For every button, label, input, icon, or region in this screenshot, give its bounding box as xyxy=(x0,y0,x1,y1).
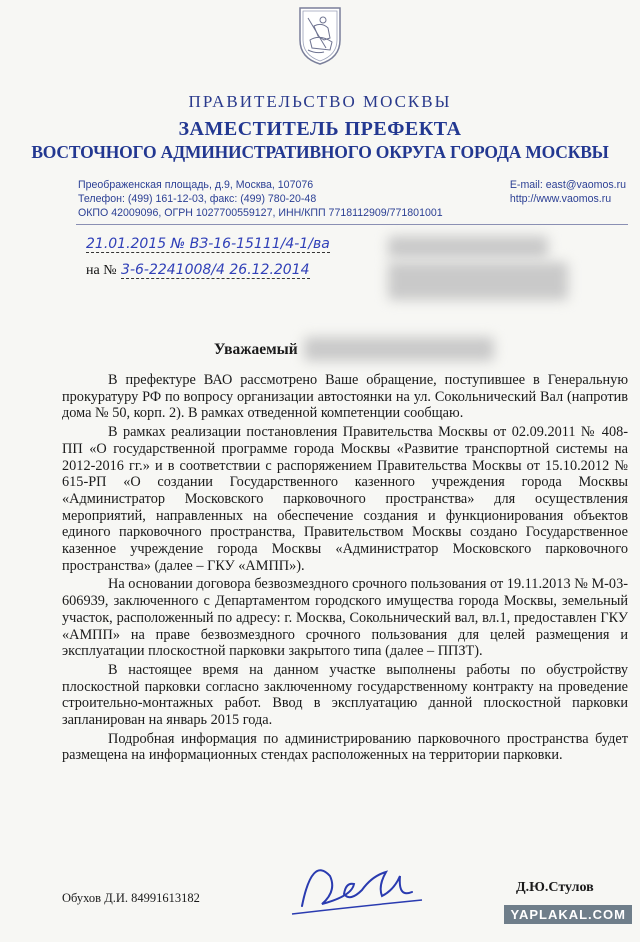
address-line: Преображенская площадь, д.9, Москва, 107076 xyxy=(78,179,314,191)
letter-body xyxy=(62,372,628,766)
deputy-title: ЗАМЕСТИТЕЛЬ ПРЕФЕКТА xyxy=(178,118,462,140)
redacted-recipient-name xyxy=(304,337,494,361)
outgoing-number-handwritten: 21.01.2015 № ВЗ-16-15111/4-1/ва xyxy=(86,236,330,252)
reply-label: на № xyxy=(86,263,117,278)
reply-reference xyxy=(86,262,310,279)
paragraph: В настоящее время на данном участке выполнены работы по обустройству плоскостной парковки согласно заключенному государственному контракту на проведение строительно-монтажных работ. Ввод в эксплуатацию данной плоскостной парковки запланирован на январь 2015 года. xyxy=(62,661,628,729)
email-line: E-mail: east@vaomos.ru xyxy=(509,179,626,191)
redacted-recipient-address-2 xyxy=(388,262,568,300)
paragraph: В префектуре ВАО рассмотрено Ваше обращение, поступившее в Генеральную прокуратуру РФ по вопросу организации автостоянки на ул. Сокольнический Вал (напротив дома № 50, корп. 2). В рамках отведенной компетенции сообщаю. xyxy=(62,372,628,422)
signer-name: Д.Ю.Стулов xyxy=(516,880,594,895)
phone-line: Телефон: (499) 161-12-03, факс: (499) 780-20-48 xyxy=(78,193,317,205)
paragraph: Подробная информация по администрированию парковочного пространства будет размещена на информационных стендах расположенных на территории парковки. xyxy=(62,730,628,764)
online-contacts xyxy=(510,178,626,206)
site-watermark: YAPLAKAL.COM xyxy=(504,905,632,924)
moscow-coat-of-arms-icon xyxy=(296,4,344,66)
paragraph: В рамках реализации постановления Правительства Москвы от 02.09.2011 № 408-ПП «О государственной программе города Москвы «Развитие транспортной системы на 2012-2016 гг.» и в соответствии с распоряжением Правительства Москвы от 15.10.2012 № 615-РП «О создании Государственного казенного учреждения города Москвы «Администратор Московского парковочного пространства» для осуществления мероприятий, направленных на обеспечение создания и функционирования объектов единого парковочного пространства, Правительством Москвы создано Государственное казенное учреждение города Москвы «Администратор Московского парковочного пространства» (далее – ГКУ «АМПП»). xyxy=(62,424,628,574)
reply-number-handwritten: 3-6-2241008/4 26.12.2014 xyxy=(121,262,310,278)
salutation: Уважаемый xyxy=(214,341,298,358)
contact-block xyxy=(78,178,443,220)
paragraph: На основании договора безвозмездного срочного пользования от 19.11.2013 № М-03-606939, заключенного с Департаментом городского имущества города Москвы, земельный участок, расположенный по адресу: г. Москва, Сокольнический вал, вл.1, предоставлен ГКУ «АМПП» на праве безвозмездного срочного пользования для целей размещения и эксплуатации плоскостной парковки закрытого типа (далее – ППЗТ). xyxy=(62,576,628,660)
redacted-recipient-address xyxy=(388,236,548,258)
handwritten-signature xyxy=(282,846,432,926)
author-contact: Обухов Д.И. 84991613182 xyxy=(62,891,200,905)
outgoing-number xyxy=(86,236,330,253)
website-line: http://www.vaomos.ru xyxy=(509,193,612,205)
registry-codes-line: ОКПО 42009096, ОГРН 1027700559127, ИНН/КПП 7718112909/771801001 xyxy=(78,207,443,219)
government-title: ПРАВИТЕЛЬСТВО МОСКВЫ xyxy=(188,92,452,111)
header-divider xyxy=(76,224,628,225)
district-title: ВОСТОЧНОГО АДМИНИСТРАТИВНОГО ОКРУГА ГОРОДА МОСКВЫ xyxy=(31,142,609,162)
